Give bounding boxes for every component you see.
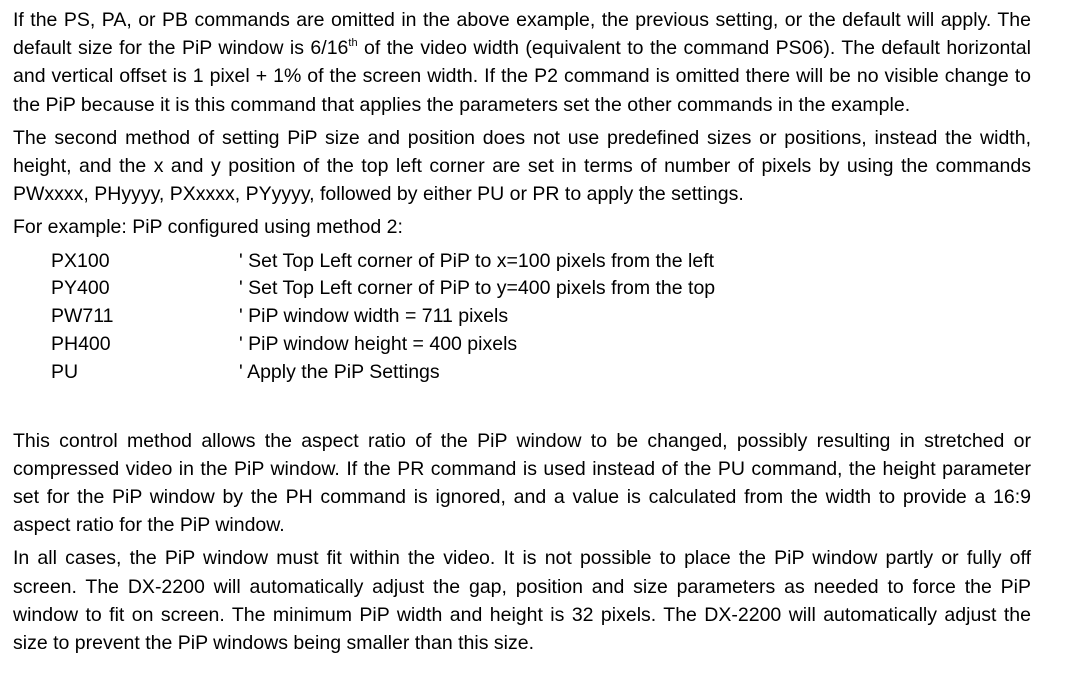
paragraph-text: of the video width (equivalent to the command PS06). The default horizontal and vertical offset is 1 pixel + 1% of the screen width. If the P2 command is omitted there will be no visible change to the PiP because it is this command that applies the parameters set the other commands in the example.: [13, 37, 1031, 116]
command-row: [51, 303, 715, 331]
command-code: PU: [51, 360, 79, 383]
document-page: [13, 6, 1031, 657]
command-row: [51, 248, 715, 276]
command-code: PH400: [51, 333, 111, 356]
command-comment: ' PiP window width = 711 pixels: [239, 305, 509, 328]
command-comment: ' PiP window height = 400 pixels: [239, 333, 518, 356]
paragraph-fit-constraints: In all cases, the PiP window must fit within the video. It is not possible to place the PiP window partly or fully off screen. The DX-2200 will automatically adjust the gap, position and size parameters as needed to force the PiP window to fit on screen. The minimum PiP width and height is 32 pixels. The DX-2200 will automatically adjust the size to prevent the PiP windows being smaller than this size.: [13, 547, 1031, 655]
command-row: [51, 275, 715, 303]
command-row: [51, 359, 715, 387]
command-comment: ' Set Top Left corner of PiP to x=100 pixels from the left: [239, 249, 715, 272]
paragraph-default-settings: [13, 6, 1031, 119]
command-code: PY400: [51, 277, 110, 300]
command-code: PW711: [51, 305, 114, 328]
command-row: [51, 331, 715, 359]
paragraph-second-method: The second method of setting PiP size and position does not use predefined sizes or positions, instead the width, height, and the x and y position of the top left corner are set in terms of number of pixels by using the commands PWxxxx, PHyyyy, PXxxxx, PYyyyy, followed by either PU or PR to apply the settings.: [13, 126, 1031, 206]
paragraph-aspect-ratio: This control method allows the aspect ratio of the PiP window to be changed, possibly resulting in stretched or compressed video in the PiP window. If the PR command is used instead of the PU command, the height parameter set for the PiP window by the PH command is ignored, and a value is calculated from the width to provide a 16:9 aspect ratio for the PiP window.: [13, 429, 1031, 537]
paragraph-example-intro: For example: PiP configured using method 2:: [13, 216, 403, 239]
command-comment: ' Apply the PiP Settings: [239, 360, 440, 383]
superscript-th: th: [348, 37, 358, 50]
command-example-table: [51, 248, 715, 387]
paragraph-text: If the PS, PA, or PB commands are omitted in the above example, the previous setting, or the default will apply. The default size for the PiP window is 6/16: [13, 9, 1031, 60]
command-comment: ' Set Top Left corner of PiP to y=400 pixels from the top: [239, 277, 716, 300]
command-code: PX100: [51, 249, 110, 272]
